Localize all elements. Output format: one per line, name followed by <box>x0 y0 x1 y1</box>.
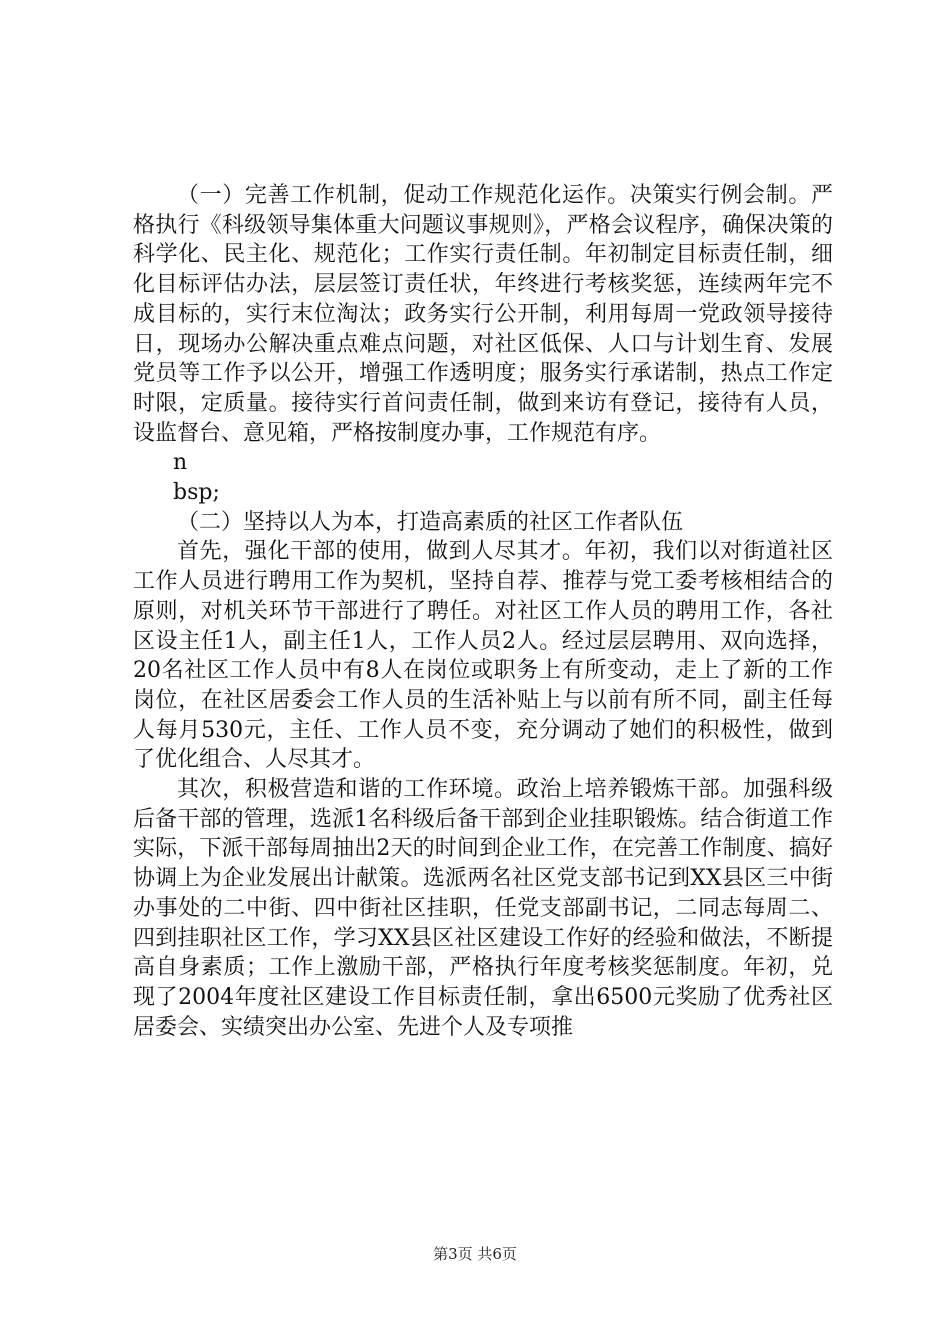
stray-text-n: n <box>173 450 188 476</box>
page-footer: 第3页 共6页 <box>433 1245 517 1263</box>
stray-text-bsp: bsp; <box>173 480 220 506</box>
section-heading-people-oriented: （二）坚持以人为本，打造高素质的社区工作者队伍 <box>177 509 684 535</box>
paragraph-work-environment: 其次，积极营造和谐的工作环境。政治上培养锻炼干部。加强科级后备干部的管理，选派1名科级后备干部到企业挂职锻炼。结合街道工作实际，下派干部每周抽出2天的时间到企业工作，在完善工作制度、搞好协调上为企业发展出计献策。选派两名社区党支部书记到XX县区三中街办事处的二中街、四中街社区挂职，任党支部副书记，二同志每周二、四到挂职社区工作，学习XX县区社区建设工作好的经验和做法，不断提高自身素质；工作上激励干部，严格执行年度考核奖惩制度。年初，兑现了2004年度社区建设工作目标责任制，拿出6500元奖励了优秀社区居委会、实绩突出办公室、先进个人及专项推 <box>133 777 833 1040</box>
paragraph-work-mechanism: （一）完善工作机制，促动工作规范化运作。决策实行例会制。严格执行《科级领导集体重大问题议事规则》，严格会议程序，确保决策的科学化、民主化、规范化；工作实行责任制。年初制定目标责任制，细化目标评估办法，层层签订责任状，年终进行考核奖惩，连续两年完不成目标的，实行末位淘汰；政务实行公开制，利用每周一党政领导接待日，现场办公解决重点难点问题，对社区低保、人口与计划生育、发展党员等工作予以公开，增强工作透明度；服务实行承诺制，热点工作定时限，定质量。接待实行首问责任制，做到来访有登记，接待有人员，设监督台、意见箱，严格按制度办事，工作规范有序。 <box>133 183 833 446</box>
paragraph-cadre-use: 首先，强化干部的使用，做到人尽其才。年初，我们以对街道社区工作人员进行聘用工作为契机，坚持自荐、推荐与党工委考核相结合的原则，对机关环节干部进行了聘任。对社区工作人员的聘用工作，各社区设主任1人，副主任1人，工作人员2人。经过层层聘用、双向选择，20名社区工作人员中有8人在岗位或职务上有所变动，走上了新的工作岗位，在社区居委会工作人员的生活补贴上与以前有所不同，副主任每人每月530元，主任、工作人员不变，充分调动了她们的积极性，做到了优化组合、人尽其才。 <box>133 539 833 773</box>
document-body <box>133 181 833 1042</box>
